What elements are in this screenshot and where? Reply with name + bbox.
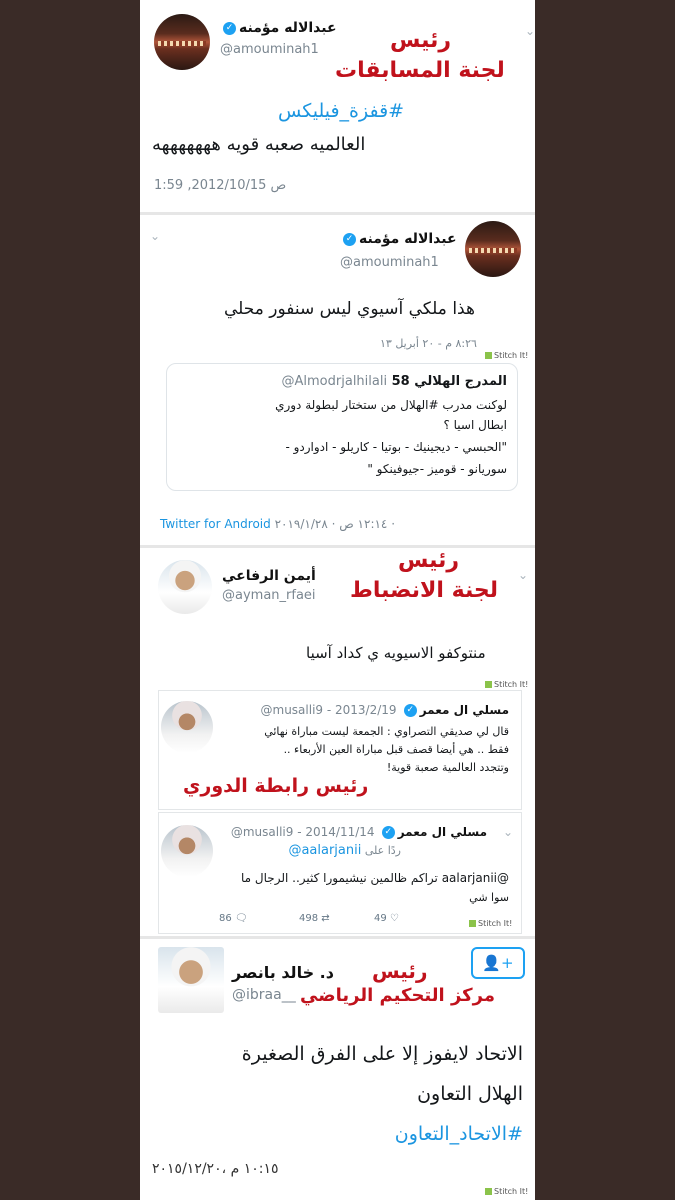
stitch-watermark: Stitch It! bbox=[485, 1187, 528, 1196]
tweet-timestamp[interactable]: 1:59 ,2012/10/15 ص bbox=[154, 178, 287, 193]
hashtag-link[interactable]: #قفزة_فيليكس bbox=[278, 100, 405, 122]
author-handle-date[interactable]: @musalli9 - 2014/11/14 bbox=[230, 825, 375, 839]
tweet-line-2: الهلال التعاون bbox=[417, 1083, 523, 1105]
avatar[interactable] bbox=[161, 825, 213, 877]
follow-button[interactable] bbox=[471, 947, 525, 979]
avatar[interactable] bbox=[161, 701, 213, 753]
quoted-handle[interactable]: @Almodrjalhilali bbox=[281, 374, 388, 389]
tweet-line-1: قال لي صديقي التصراوي : الجمعة ليست مباراة نهائي bbox=[264, 725, 509, 738]
author-name[interactable]: مسلي ال معمر✓ @musalli9 - 2014/11/14 bbox=[230, 825, 487, 839]
client-link[interactable]: Twitter for Android bbox=[160, 517, 271, 531]
check-badge-icon: ✓ bbox=[404, 704, 417, 717]
author-name[interactable]: عبدالاله مؤمنه✓ bbox=[220, 20, 337, 36]
annotation-title: رئيس bbox=[372, 959, 428, 983]
reply-to-link[interactable]: @aalarjanii bbox=[288, 843, 362, 858]
heart-icon: ♡ bbox=[389, 913, 399, 924]
chevron-down-icon[interactable]: ⌄ bbox=[503, 825, 514, 839]
tweet-text: هذا ملكي آسيوي ليس سنفور محلي bbox=[224, 299, 475, 319]
annotation-title: رئيس bbox=[398, 548, 460, 573]
check-badge-icon: ✓ bbox=[223, 22, 236, 35]
check-badge-icon: ✓ bbox=[343, 233, 356, 246]
tweet-footer bbox=[160, 517, 395, 531]
stitch-watermark: Stitch It! bbox=[485, 351, 528, 360]
hashtag-link[interactable]: #الاتحاد_التعاون bbox=[394, 1123, 523, 1145]
annotation-subtitle: لجنة المسابقات bbox=[335, 58, 505, 83]
author-name[interactable]: عبدالاله مؤمنه✓ bbox=[340, 231, 457, 247]
author-name[interactable]: مسلي ال معمر✓ @musalli9 - 2013/2/19 bbox=[260, 703, 509, 717]
tweet-1 bbox=[140, 0, 535, 212]
avatar[interactable] bbox=[158, 947, 224, 1013]
add-user-icon: 👤+ bbox=[482, 954, 514, 972]
avatar[interactable] bbox=[465, 221, 521, 277]
author-handle[interactable]: @amouminah1 bbox=[340, 255, 439, 270]
reply-action[interactable]: 86 🗨 bbox=[219, 913, 248, 924]
author-name[interactable]: أيمن الرفاعي bbox=[222, 568, 316, 584]
tweet-line-2: فقط .. هي أيضا قصف قبل مباراة العين الأربعاء .. bbox=[283, 743, 509, 756]
annotation-subtitle: لجنة الانضباط bbox=[350, 578, 499, 603]
quoted-tweet[interactable] bbox=[166, 363, 518, 491]
author-handle[interactable]: @ayman_rfaei bbox=[222, 588, 316, 603]
tweet-3 bbox=[140, 548, 535, 688]
reply-context: ردًا على @aalarjanii bbox=[288, 843, 401, 858]
retweet-action[interactable]: 498 ⇄ bbox=[299, 913, 330, 924]
stitch-watermark: Stitch It! bbox=[485, 680, 528, 688]
stitch-watermark: Stitch It! bbox=[469, 919, 512, 928]
quoted-line-1: لوكنت مدرب #الهلال من ستختار لبطولة دوري bbox=[275, 398, 507, 412]
tweet-text: منتوكفو الاسيويه ي كداد آسيا bbox=[306, 644, 486, 662]
quoted-line-3: "الحبسي - ديجينيك - بوتيا - كاريلو - ادواردو - bbox=[285, 440, 507, 454]
annotation-title: رئيس bbox=[390, 28, 452, 53]
author-handle-date[interactable]: @musalli9 - 2013/2/19 bbox=[260, 703, 397, 717]
retweet-icon: ⇄ bbox=[321, 913, 330, 924]
quoted-line-4: سوريانو - قوميز -جيوفينكو " bbox=[367, 462, 507, 476]
author-name[interactable]: د. خالد بانصر bbox=[232, 963, 334, 982]
annotation-subtitle: مركز التحكيم الرياضي bbox=[300, 985, 495, 1006]
tweet-text: العالميه صعبه قويه هههههههه bbox=[152, 134, 366, 155]
author-handle[interactable]: @ibraa__ bbox=[232, 987, 296, 1003]
chevron-down-icon[interactable]: ⌄ bbox=[518, 568, 529, 582]
tweet-6 bbox=[140, 939, 535, 1200]
stitched-screenshot bbox=[140, 0, 535, 1200]
footer-timestamp: ١٢:١٤ ص · ٢٠١٩/١/٢٨ · bbox=[274, 517, 396, 531]
tweet-5-card[interactable] bbox=[158, 812, 522, 934]
author-handle[interactable]: @amouminah1 bbox=[220, 42, 319, 57]
tweet-line-1: الاتحاد لايفوز إلا على الفرق الصغيرة bbox=[241, 1043, 523, 1065]
annotation-caption: رئيس رابطة الدوري bbox=[183, 775, 369, 797]
quoted-line-2: ابطال اسيا ؟ bbox=[443, 418, 507, 432]
chevron-down-icon[interactable]: ⌄ bbox=[525, 24, 535, 38]
tweet-line-1: @aalarjanii تراكم ظالمين نيشيمورا كثير.. الرجال ما bbox=[241, 871, 509, 885]
avatar[interactable] bbox=[158, 560, 212, 614]
like-action[interactable]: 49 ♡ bbox=[374, 913, 399, 924]
tweet-timestamp[interactable]: ١٠:١٥ م ،٢٠١٥/١٢/٢٠ bbox=[152, 1161, 279, 1177]
avatar[interactable] bbox=[154, 14, 210, 70]
tweet-4-card[interactable] bbox=[158, 690, 522, 810]
tweet-timestamp[interactable]: ٨:٢٦ م - ٢٠ أبريل ١٣ bbox=[380, 337, 477, 350]
tweet-line-2: سوا شي bbox=[469, 891, 509, 904]
check-badge-icon: ✓ bbox=[382, 826, 395, 839]
tweet-2 bbox=[140, 215, 535, 545]
chevron-down-icon[interactable]: ⌄ bbox=[150, 229, 161, 243]
tweet-line-3: وتتجدد العالمية صعبة قوية! bbox=[386, 761, 509, 774]
quoted-author[interactable]: المدرج الهلالي 58 @Almodrjalhilali bbox=[281, 374, 507, 389]
reply-icon: 🗨 bbox=[234, 913, 248, 924]
